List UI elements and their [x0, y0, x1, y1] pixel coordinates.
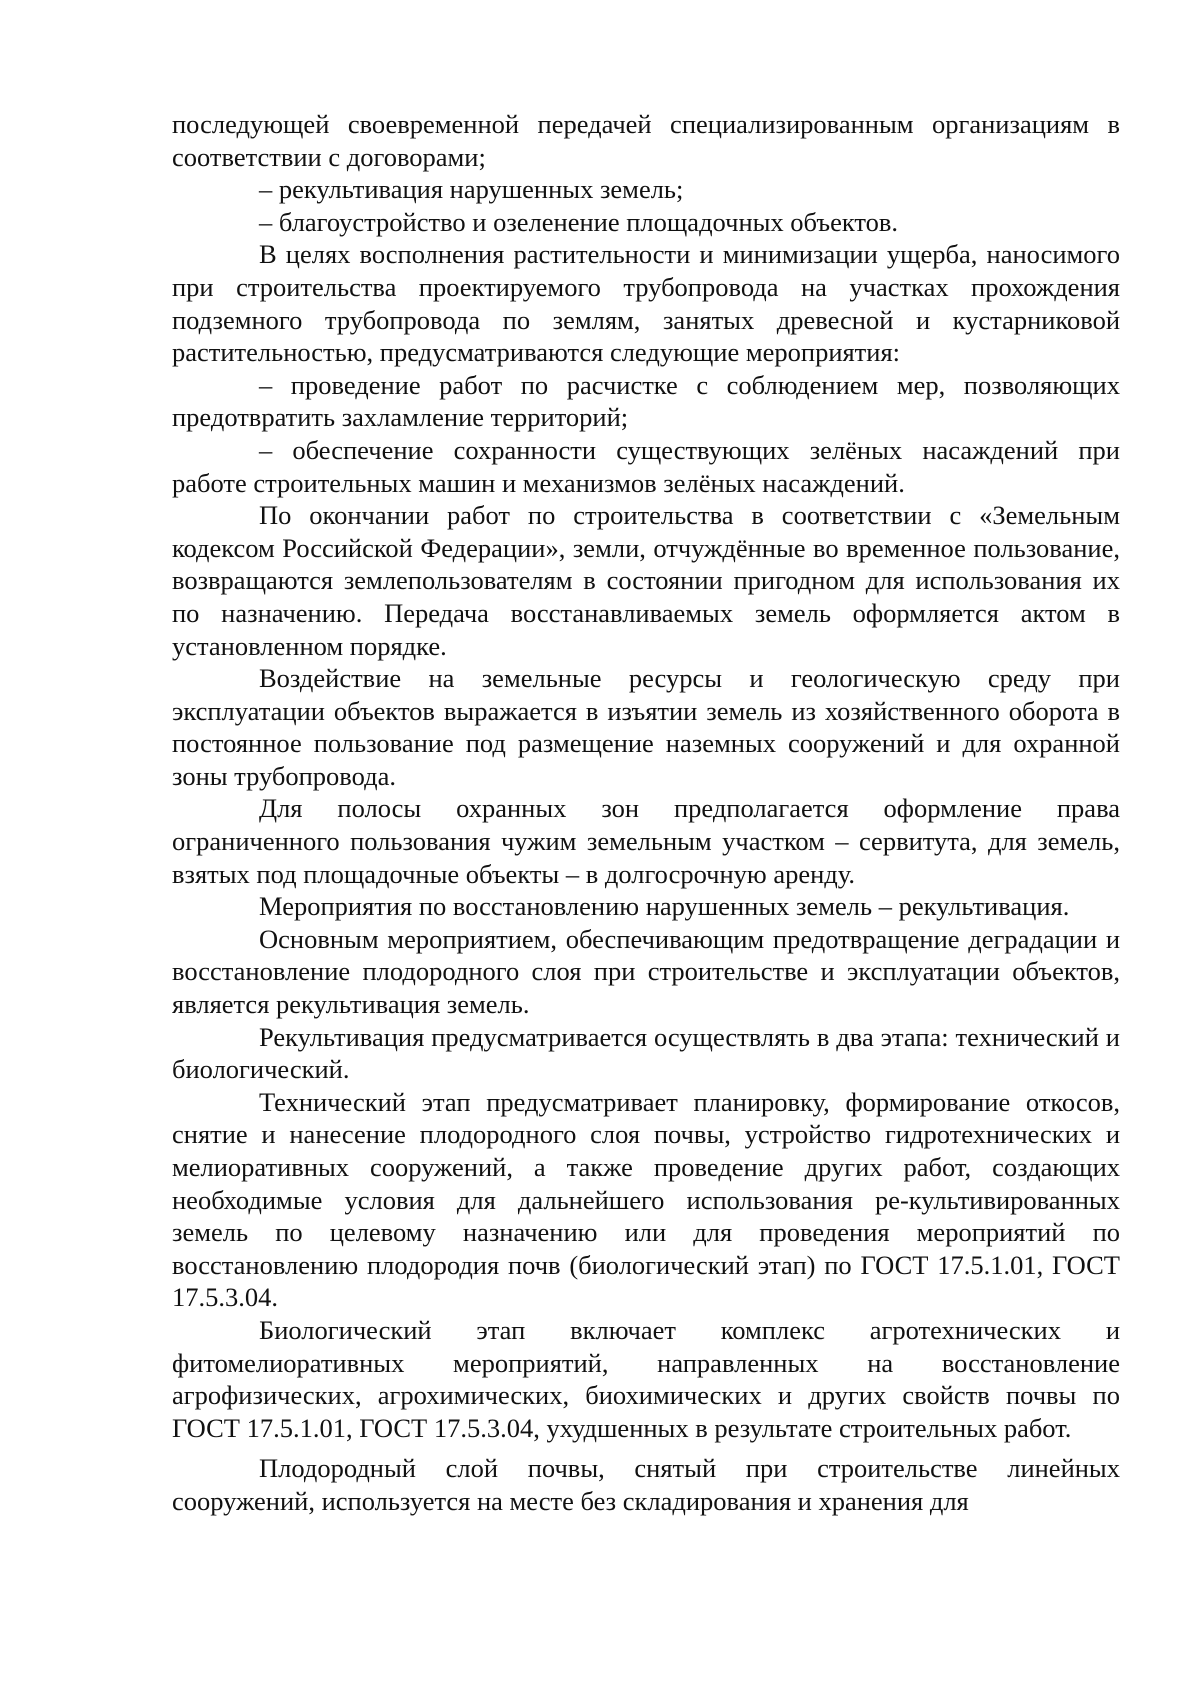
list-item-landscaping: – благоустройство и озеленение площадочных объектов. — [259, 206, 898, 237]
list-item-clearing: – проведение работ по расчистке с соблюдением мер, позволяющих предотвратить захламление территорий; — [172, 369, 1120, 433]
paragraph-impact: Воздействие на земельные ресурсы и геологическую среду при эксплуатации объектов выражается в изъятии земель из хозяйственного оборота в постоянное пользование под размещение наземных сооружений и для охранной зоны трубопровода. — [172, 663, 1120, 791]
paragraph-land-return: По окончании работ по строительства в соответствии с «Земельным кодексом Российской Федерации», земли, отчуждённые во временное пользование, возвращаются землепользователям в состоянии пригодном для использования их по назначению. Передача восстанавливаемых земель оформляется актом в установленном порядке. — [172, 500, 1120, 661]
list-item-recultivation: – рекультивация нарушенных земель; — [259, 174, 684, 205]
list-item-green-preservation: – обеспечение сохранности существующих зелёных насаждений при работе строительных машин и механизмов зелёных насаждений. — [172, 434, 1120, 498]
paragraph-main-measure: Основным мероприятием, обеспечивающим предотвращение деградации и восстановление плодородного слоя при строительстве и эксплуатации объектов, является рекультивация земель. — [172, 923, 1120, 1020]
paragraph-biological-stage: Биологический этап включает комплекс агротехнических и фитомелиоративных мероприятий, направленных на восстановление агрофизических, агрохимических, биохимических и других свойств почвы по ГОСТ 17.5.1.01, ГОСТ 17.5.3.04, ухудшенных в результате строительных работ. — [172, 1314, 1120, 1443]
paragraph-fertile-layer: Плодородный слой почвы, снятый при строительстве линейных сооружений, используется на месте без складирования и хранения для — [172, 1453, 1120, 1516]
paragraph-stages: Рекультивация предусматривается осуществлять в два этапа: технический и биологический. — [172, 1021, 1120, 1085]
paragraph-easement: Для полосы охранных зон предполагается оформление права ограниченного пользования чужим земельным участком – сервитута, для земель, взятых под площадочные объекты – в долгосрочную аренду. — [172, 793, 1120, 889]
document-page — [172, 108, 1120, 1518]
paragraph-measures-heading: Мероприятия по восстановлению нарушенных земель – рекультивация. — [259, 891, 1070, 922]
paragraph-technical-stage: Технический этап предусматривает планировку, формирование откосов, снятие и нанесение плодородного слоя почвы, устройство гидротехнических и мелиоративных сооружений, а также проведение других работ, создающих необходимые условия для дальнейшего использования ре-культивированных земель по целевому назначению или для проведения мероприятий по восстановлению плодородия почв (биологический этап) по ГОСТ 17.5.1.01, ГОСТ 17.5.3.04. — [172, 1086, 1120, 1313]
paragraph-vegetation-measures: В целях восполнения растительности и минимизации ущерба, наносимого при строительства проектируемого трубопровода на участках прохождения подземного трубопровода по землям, занятых древесной и кустарниковой растительностью, предусматриваются следующие мероприятия: — [172, 239, 1120, 368]
paragraph-continuation: последующей своевременной передачей специализированным организациям в соответствии с договорами; — [172, 109, 1120, 172]
